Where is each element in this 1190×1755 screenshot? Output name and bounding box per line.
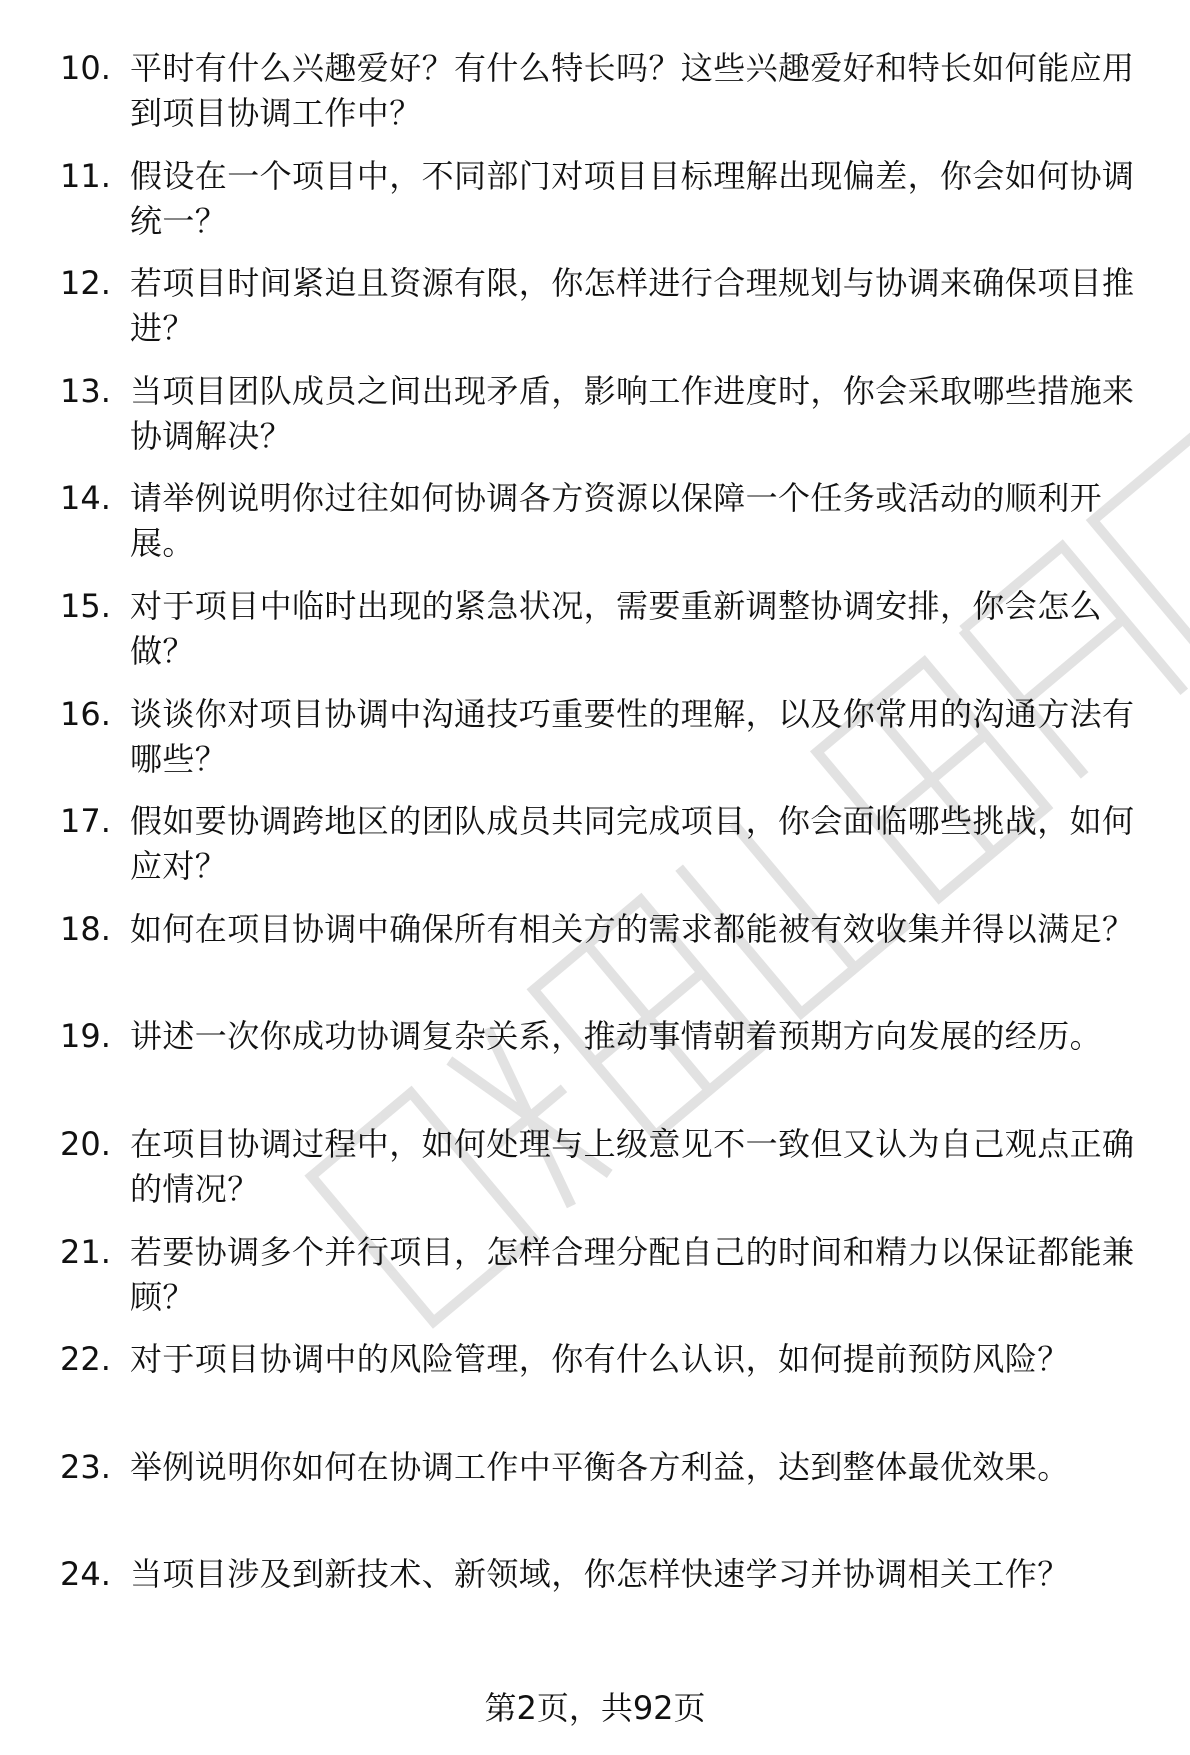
question-item	[0, 1122, 1190, 1212]
question-number: 12.	[60, 264, 111, 303]
question-item	[0, 1337, 1190, 1427]
question-number: 10.	[60, 49, 111, 87]
question-number: 13.	[60, 371, 111, 410]
question-number: 20.	[60, 1124, 111, 1163]
question-number: 15.	[60, 586, 111, 625]
question-number: 17.	[60, 802, 111, 841]
question-number: 21.	[60, 1232, 111, 1271]
question-text: 若项目时间紧迫且资源有限，你怎样进行合理规划与协调来确保项目推进？	[130, 264, 1135, 348]
question-number: 14.	[60, 479, 111, 518]
question-item	[0, 1014, 1190, 1104]
question-number: 19.	[60, 1017, 111, 1056]
question-item	[0, 1445, 1190, 1535]
question-text: 对于项目中临时出现的紧急状况，需要重新调整协调安排，你会怎么做？	[130, 586, 1103, 670]
question-text: 谈谈你对项目协调中沟通技巧重要性的理解，以及你常用的沟通方法有哪些？	[130, 694, 1135, 778]
question-number: 18.	[60, 909, 111, 948]
question-item	[0, 261, 1190, 351]
question-text: 对于项目协调中的风险管理，你有什么认识，如何提前预防风险？	[130, 1340, 1070, 1379]
question-text: 当项目涉及到新技术、新领域，你怎样快速学习并协调相关工作？	[130, 1555, 1070, 1594]
question-number: 22.	[60, 1340, 111, 1379]
question-number: 11.	[60, 156, 111, 195]
question-text: 假设在一个项目中，不同部门对项目目标理解出现偏差，你会如何协调统一？	[130, 156, 1135, 240]
question-text: 如何在项目协调中确保所有相关方的需求都能被有效收集并得以满足？	[130, 909, 1135, 948]
question-number: 23.	[60, 1447, 111, 1486]
question-text: 请举例说明你过往如何协调各方资源以保障一个任务或活动的顺利开展。	[130, 479, 1103, 563]
question-item	[0, 907, 1190, 997]
question-text: 若要协调多个并行项目，怎样合理分配自己的时间和精力以保证都能兼顾？	[130, 1232, 1135, 1316]
question-item	[0, 1230, 1190, 1320]
question-item	[0, 154, 1190, 244]
question-number: 24.	[60, 1555, 111, 1594]
question-text: 假如要协调跨地区的团队成员共同完成项目，你会面临哪些挑战，如何应对？	[130, 802, 1135, 886]
question-list	[0, 46, 1190, 1660]
question-text: 当项目团队成员之间出现矛盾，影响工作进度时，你会采取哪些措施来协调解决？	[130, 371, 1135, 455]
question-item	[0, 476, 1190, 566]
question-item	[0, 584, 1190, 674]
question-item	[0, 369, 1190, 459]
question-number: 16.	[60, 694, 111, 733]
question-item	[0, 692, 1190, 782]
question-text: 平时有什么兴趣爱好？有什么特长吗？这些兴趣爱好和特长如何能应用到项目协调工作中？	[130, 49, 1135, 132]
question-text: 举例说明你如何在协调工作中平衡各方利益，达到整体最优效果。	[130, 1447, 1070, 1486]
question-item	[0, 1552, 1190, 1642]
question-text: 讲述一次你成功协调复杂关系，推动事情朝着预期方向发展的经历。	[130, 1017, 1103, 1056]
question-item	[0, 799, 1190, 889]
question-item	[0, 46, 1190, 136]
question-text: 在项目协调过程中，如何处理与上级意见不一致但又认为自己观点正确的情况？	[130, 1124, 1135, 1208]
page-number-footer: 第2页，共92页	[484, 1689, 706, 1727]
